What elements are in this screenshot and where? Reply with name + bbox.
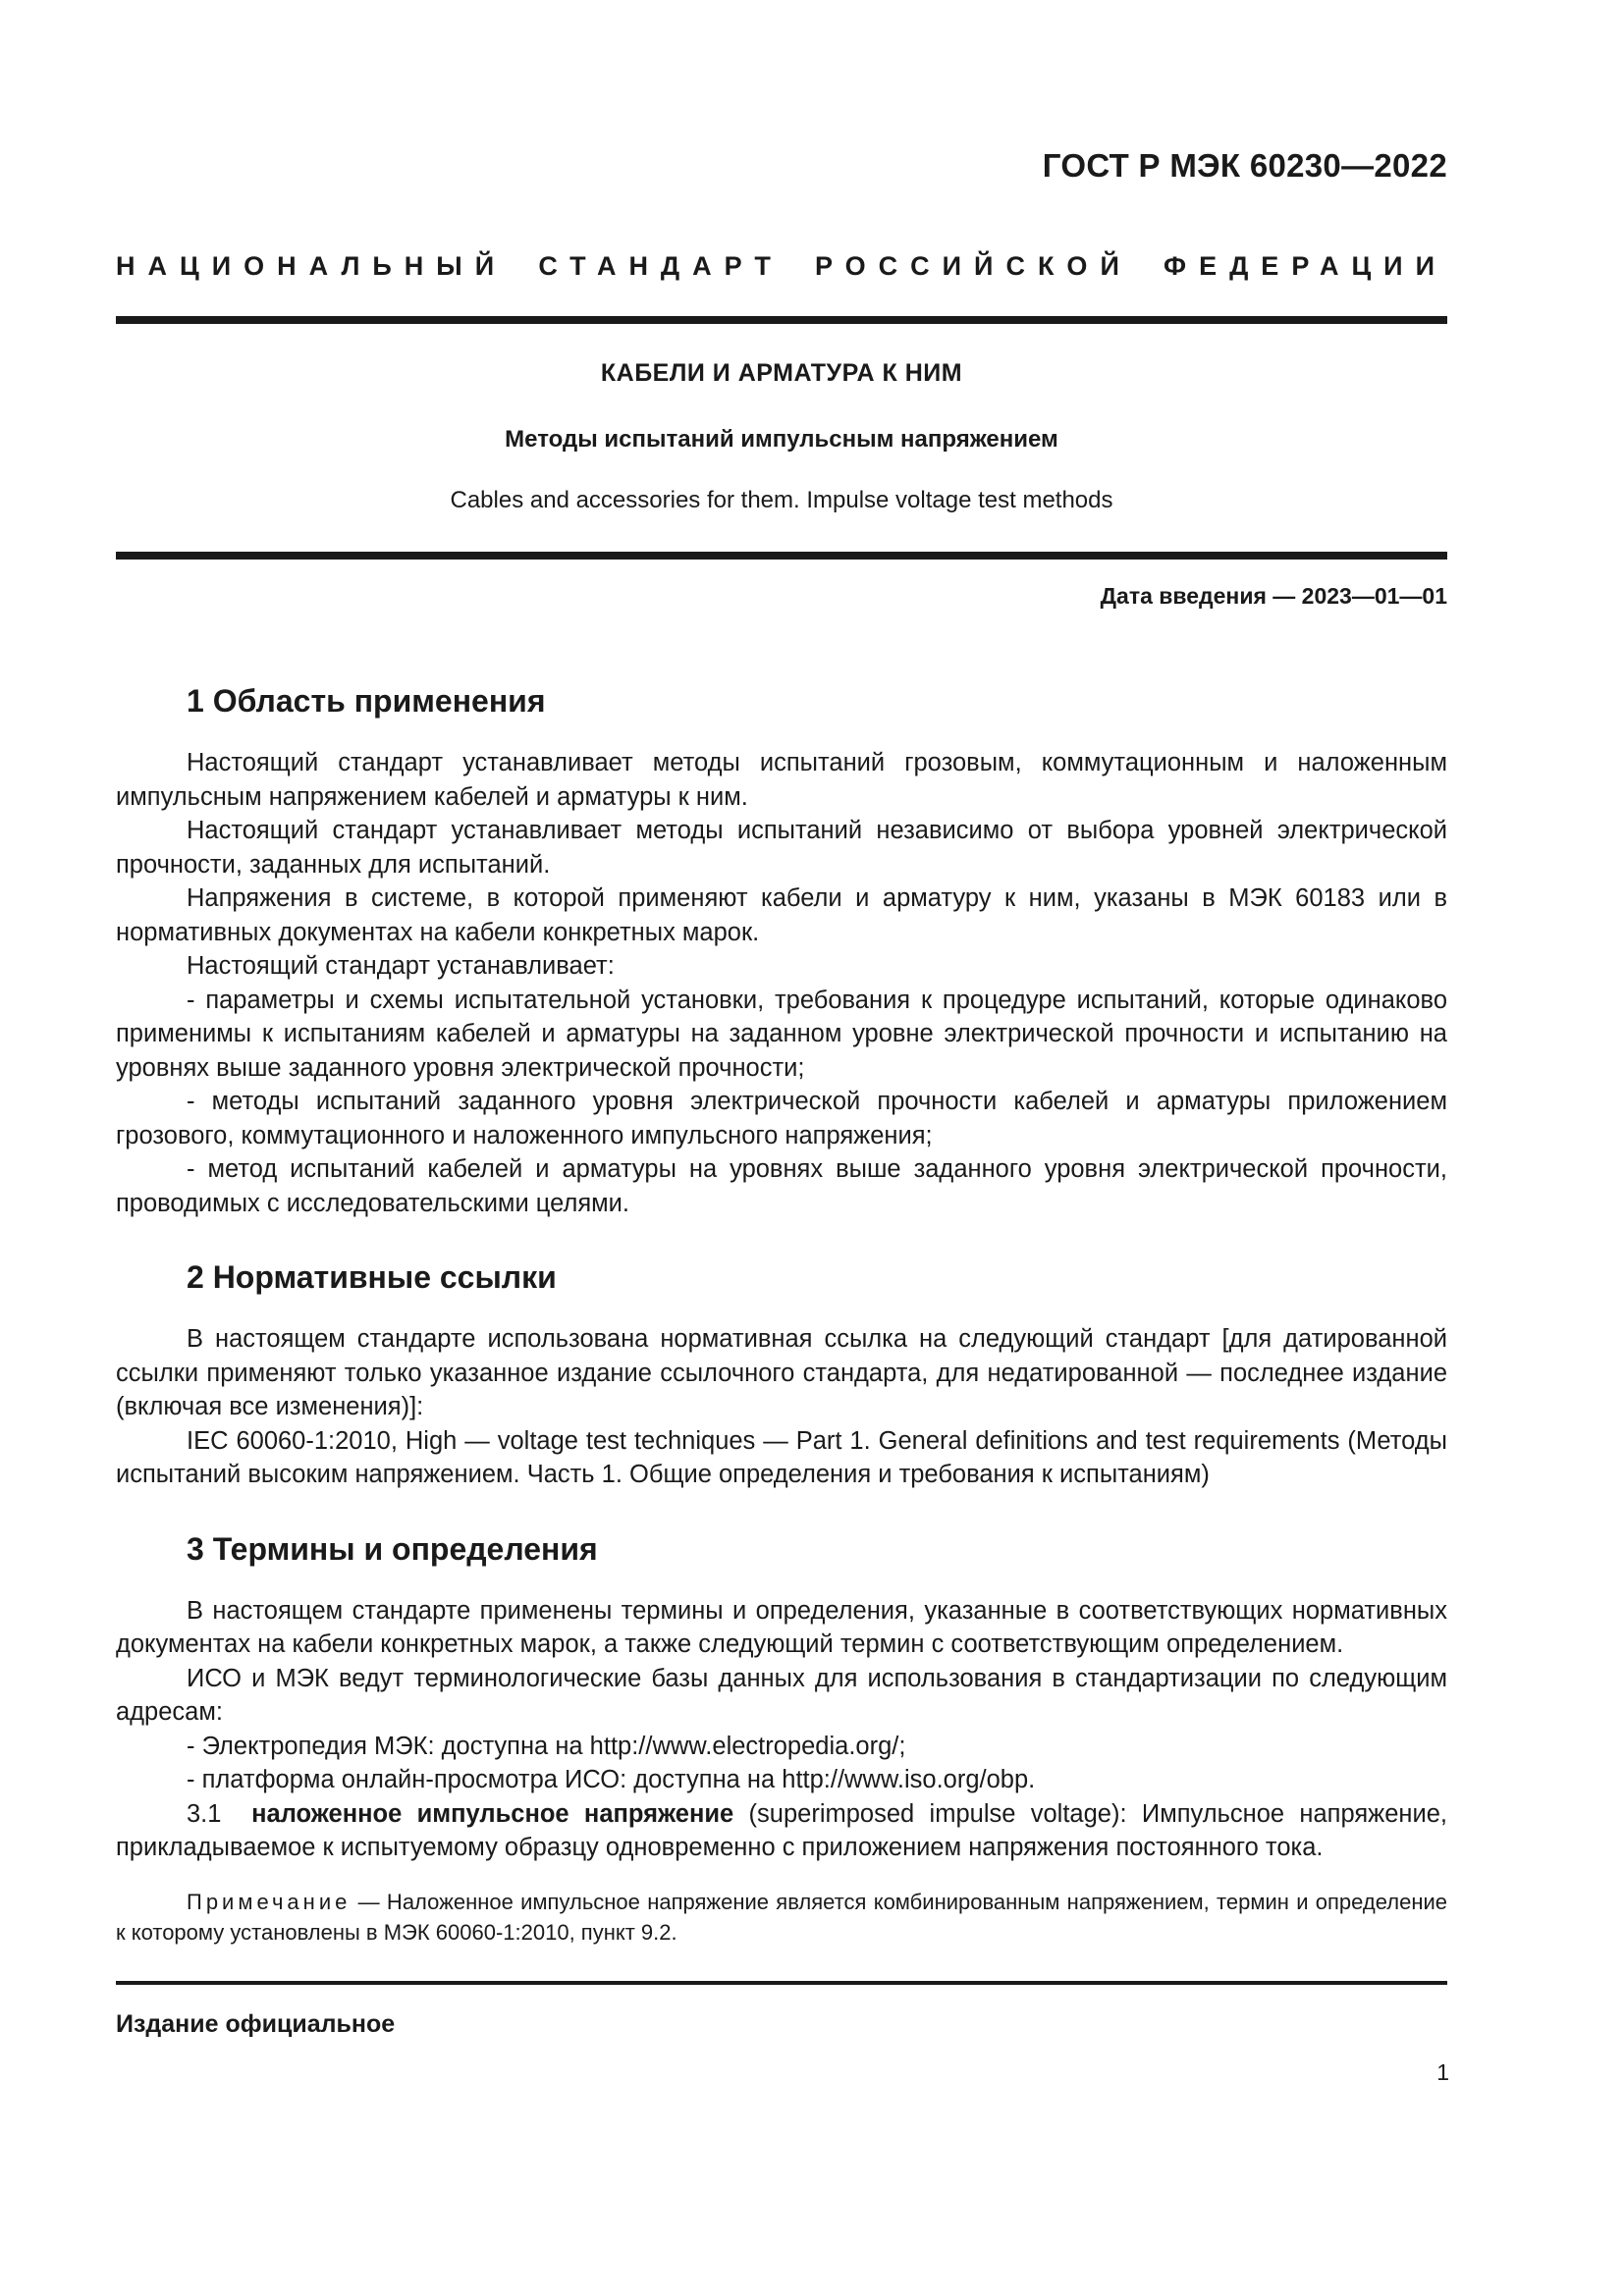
standard-code: ГОСТ Р МЭК 60230—2022 xyxy=(1042,147,1447,184)
footer-rule xyxy=(116,1981,1447,1985)
title-rule xyxy=(116,552,1447,560)
section-gap xyxy=(116,1492,1447,1529)
note-label: Примечание xyxy=(187,1889,352,1914)
list-item: - метод испытаний кабелей и арматуры на уровнях выше заданного уровня электрической прочности, проводимых с исследовательскими целями. xyxy=(116,1155,1447,1217)
english-title: Cables and accessories for them. Impulse voltage test methods xyxy=(450,487,1113,513)
document-subtitle: Методы испытаний импульсным напряжением xyxy=(505,426,1058,453)
list-item: - параметры и схемы испытательной установки, требования к процедуре испытаний, которые одинаково применимы к испытаниям кабелей и арматуры на заданном уровне электрической прочности и испытанию на уровнях выше заданного уровня электрической прочности; xyxy=(116,986,1447,1082)
list-item: - методы испытаний заданного уровня электрической прочности кабелей и арматуры приложением грозового, коммутационного и наложенного импульсного напряжения; xyxy=(116,1088,1447,1149)
paragraph: Настоящий стандарт устанавливает методы испытаний независимо от выбора уровней электрической прочности, заданных для испытаний. xyxy=(116,817,1447,879)
national-standard-heading: НАЦИОНАЛЬНЫЙ СТАНДАРТ РОССИЙСКОЙ ФЕДЕРАЦИИ xyxy=(116,251,1447,281)
effective-date: Дата введения — 2023—01—01 xyxy=(1100,583,1447,609)
section-heading: 2 Нормативные ссылки xyxy=(187,1259,557,1295)
document-body xyxy=(116,681,1447,1948)
section-heading: 3 Термины и определения xyxy=(187,1530,598,1567)
term-name: наложенное импульсное напряжение xyxy=(251,1799,734,1828)
list-item: - Электропедия МЭК: доступна на http://www.electropedia.org/; xyxy=(187,1732,906,1760)
section-scope xyxy=(116,681,1447,1220)
document-title: КАБЕЛИ И АРМАТУРА К НИМ xyxy=(600,359,963,387)
section-heading: 1 Область применения xyxy=(187,683,546,719)
section-normative-references xyxy=(116,1257,1447,1492)
top-rule xyxy=(116,316,1447,324)
paragraph: ИСО и МЭК ведут терминологические базы данных для использования в стандартизации по следующим адресам: xyxy=(116,1664,1447,1726)
paragraph: В настоящем стандарте применены термины и определения, указанные в соответствующих нормативных документах на кабели конкретных марок, а также следующий термин с соответствующим определением. xyxy=(116,1596,1447,1658)
paragraph: В настоящем стандарте использована нормативная ссылка на следующий стандарт [для датированной ссылки применяют только указанное издание ссылочного стандарта, для недатированной — последнее издание (включая все изменения)]: xyxy=(116,1325,1447,1420)
list-item: - платформа онлайн-просмотра ИСО: доступна на http://www.iso.org/obp. xyxy=(187,1766,1036,1793)
official-edition-label: Издание официальное xyxy=(116,2010,396,2038)
paragraph: Настоящий стандарт устанавливает методы испытаний грозовым, коммутационным и наложенным импульсным напряжением кабелей и арматуры к ним. xyxy=(116,749,1447,811)
reference-entry: IEC 60060-1:2010, High — voltage test techniques — Part 1. General definitions and test requirements (Методы испытаний высоким напряжением. Часть 1. Общие определения и требования к испытаниям) xyxy=(116,1426,1447,1488)
section-gap xyxy=(116,1220,1447,1257)
paragraph: Настоящий стандарт устанавливает: xyxy=(187,952,615,980)
note-text: — Наложенное импульсное напряжение является комбинированным напряжением, термин и определение к которому установлены в МЭК 60060-1:2010, пункт 9.2. xyxy=(116,1889,1447,1945)
term-definition xyxy=(116,1797,1447,1865)
note xyxy=(116,1887,1447,1948)
term-description: (superimposed impulse voltage): Импульсное напряжение, прикладываемое к испытуемому образцу одновременно с приложением напряжения постоянного тока. xyxy=(116,1799,1448,1861)
section-terms xyxy=(116,1529,1447,1948)
term-number: 3.1 xyxy=(187,1799,222,1828)
page-number: 1 xyxy=(1436,2059,1449,2085)
paragraph: Напряжения в системе, в которой применяют кабели и арматуру к ним, указаны в МЭК 60183 или в нормативных документах на кабели конкретных марок. xyxy=(116,884,1447,946)
